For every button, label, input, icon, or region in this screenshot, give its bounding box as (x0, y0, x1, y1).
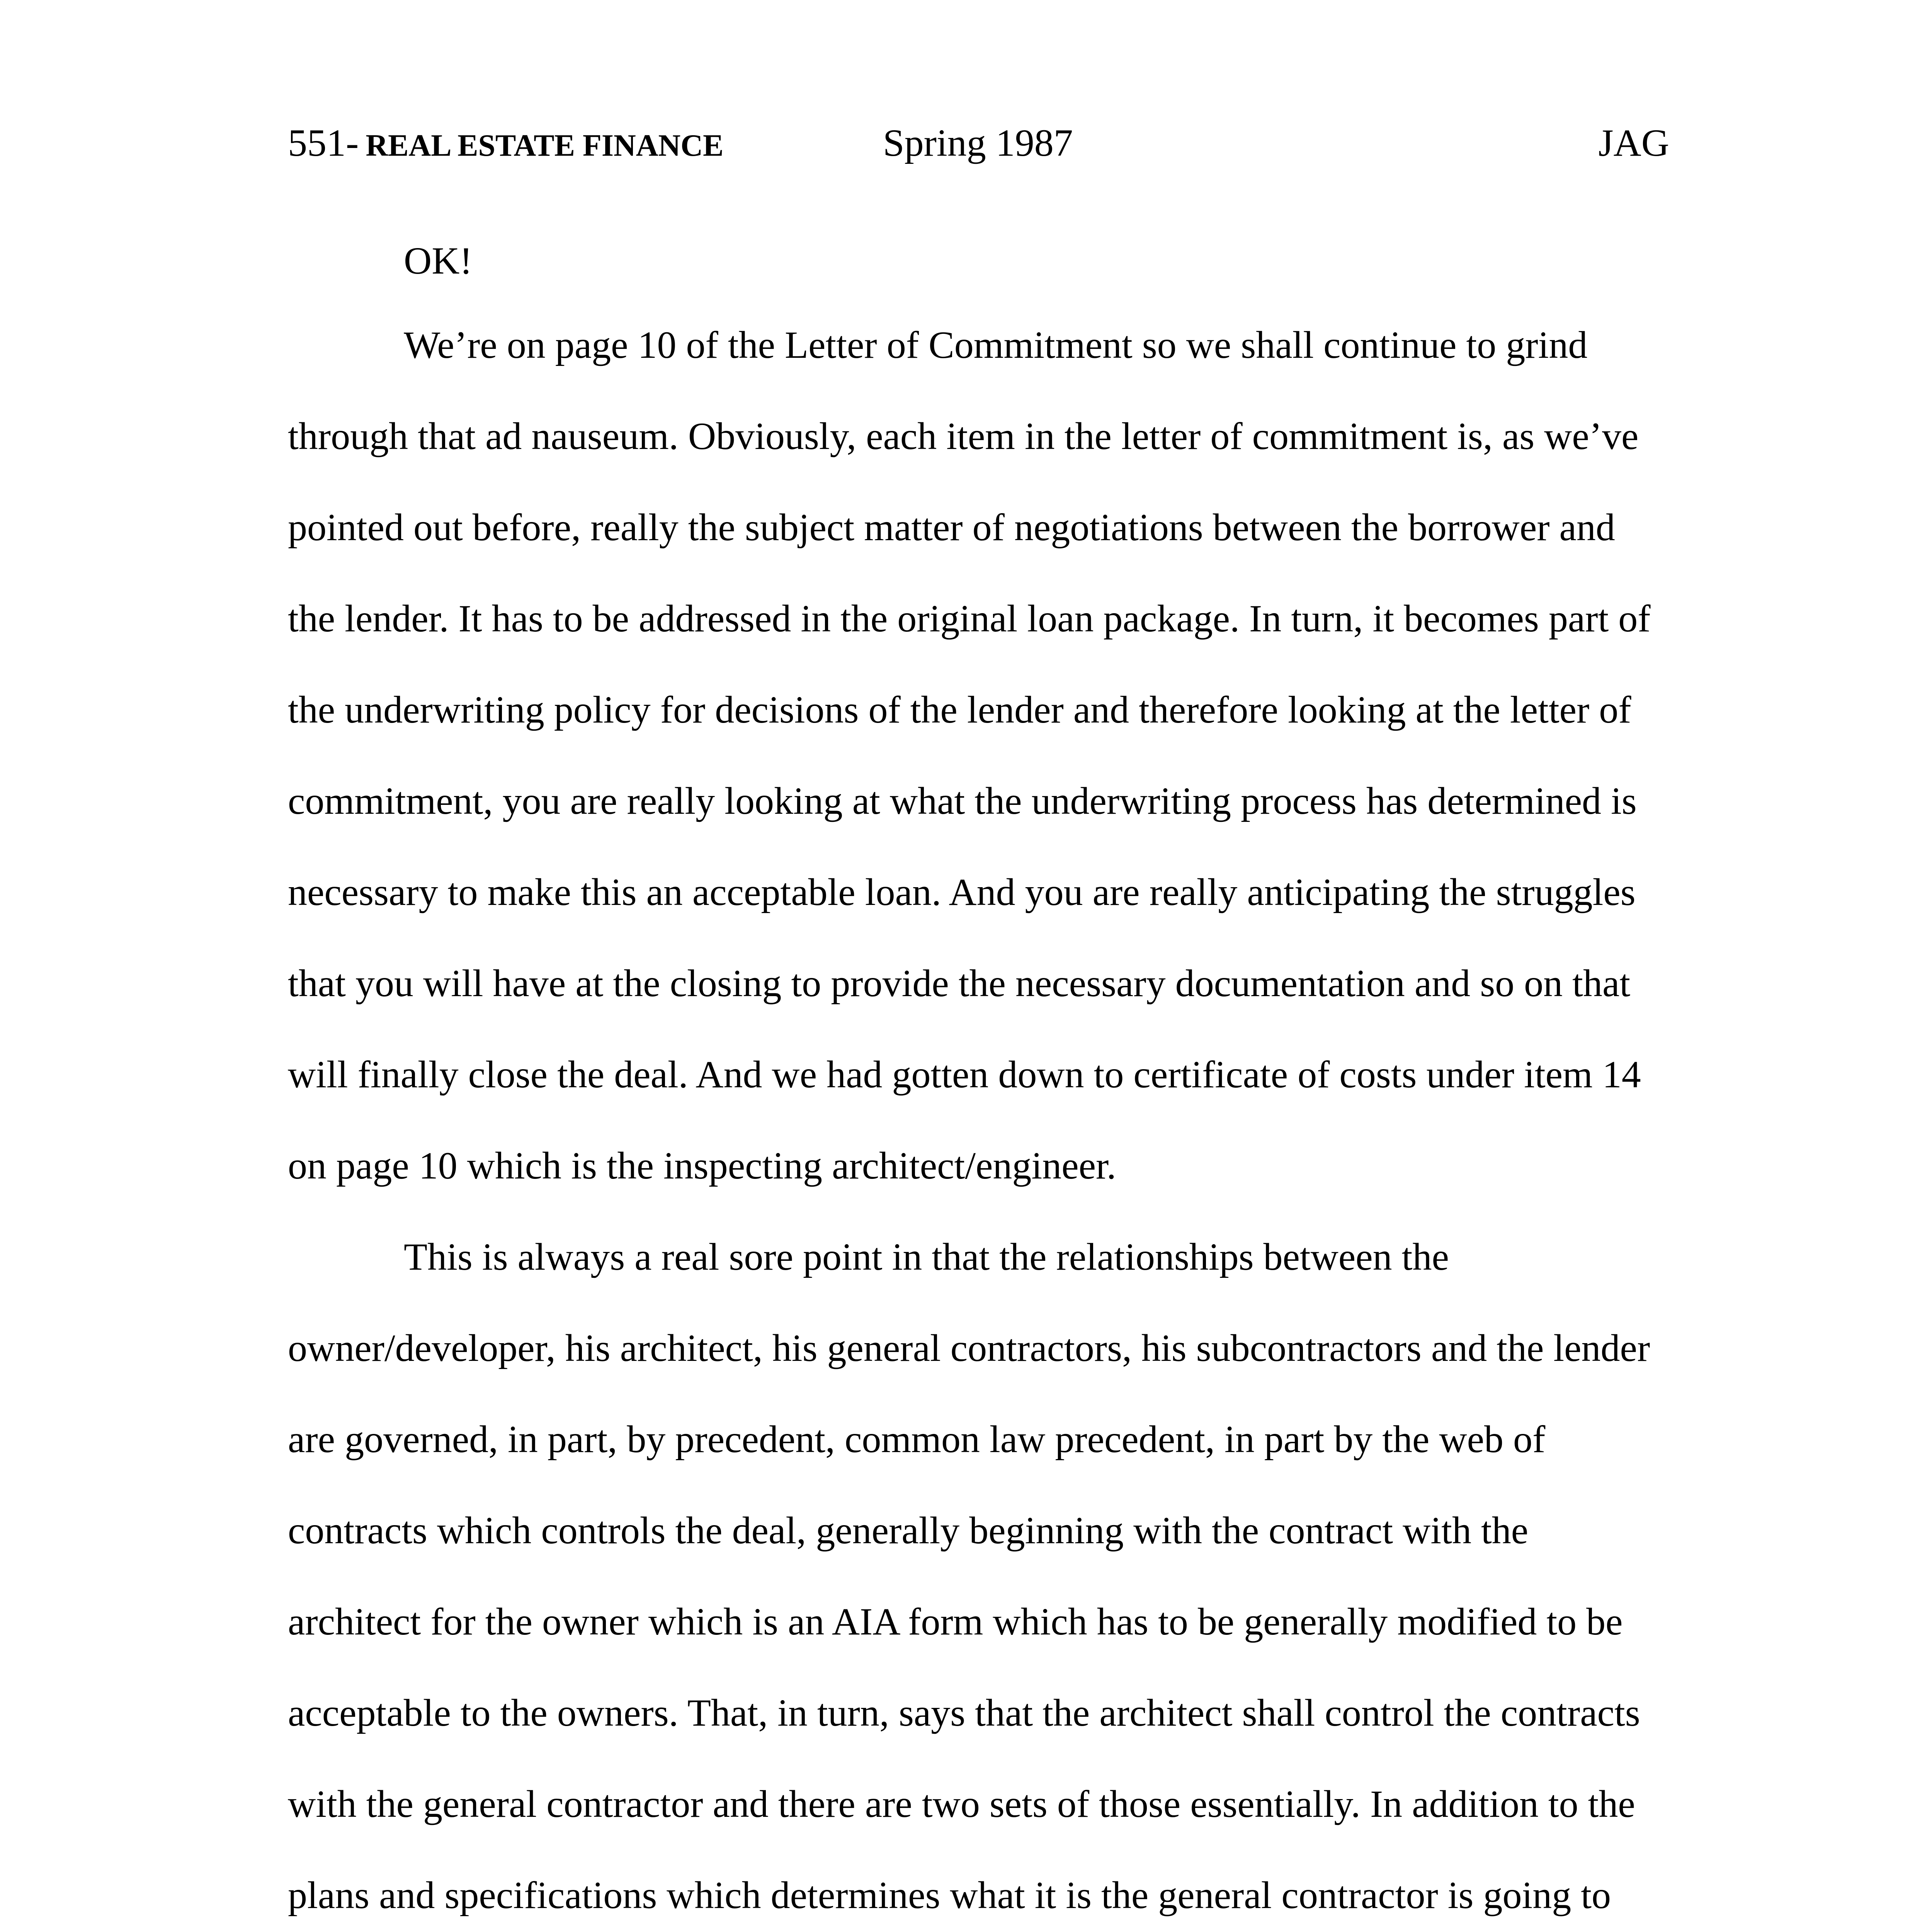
paragraph-commitment-letter: We’re on page 10 of the Letter of Commitment so we shall continue to grind through that ad nauseum. Obviously, each item in the letter of commitment is, as we’ve pointed out before, really the subject matter of negotiations between the borrower and the lender. It has to be addressed in the original loan package. In turn, it becomes part of the underwriting policy for decisions of the lender and therefore looking at the letter of commitment, you are really looking at what the underwriting process has determined is necessary to make this an acceptable loan. And you are really anticipating the struggles that you will have at the closing to provide the necessary documentation and so on that will finally close the deal. And we had gotten down to certificate of costs under item 14 on page 10 which is the inspecting architect/engineer. (288, 323, 1651, 1187)
course-heading (288, 116, 723, 173)
transcript-body (288, 222, 1669, 1932)
page-header (288, 116, 1669, 170)
paragraph-contract-relationships: This is always a real sore point in that the relationships between the owner/developer, his architect, his general contractors, his subcontractors and the lender are governed, in part, by precedent, common law precedent, in part by the web of contracts which controls the deal, generally beginning with the contract with the architect for the owner which is an AIA form which has to be generally modified to be acceptable to the owners. That, in turn, says that the architect shall control the contracts with the general contractor and there are two sets of those essentially. In addition to the plans and specifications which determines what it is the general contractor is going to (288, 1235, 1650, 1917)
opening-line: OK! (404, 239, 473, 282)
author-initials: JAG (1598, 121, 1669, 164)
course-number: 551- (288, 121, 359, 164)
term-label: Spring 1987 (883, 121, 1073, 164)
course-title: REAL ESTATE FINANCE (366, 129, 724, 163)
